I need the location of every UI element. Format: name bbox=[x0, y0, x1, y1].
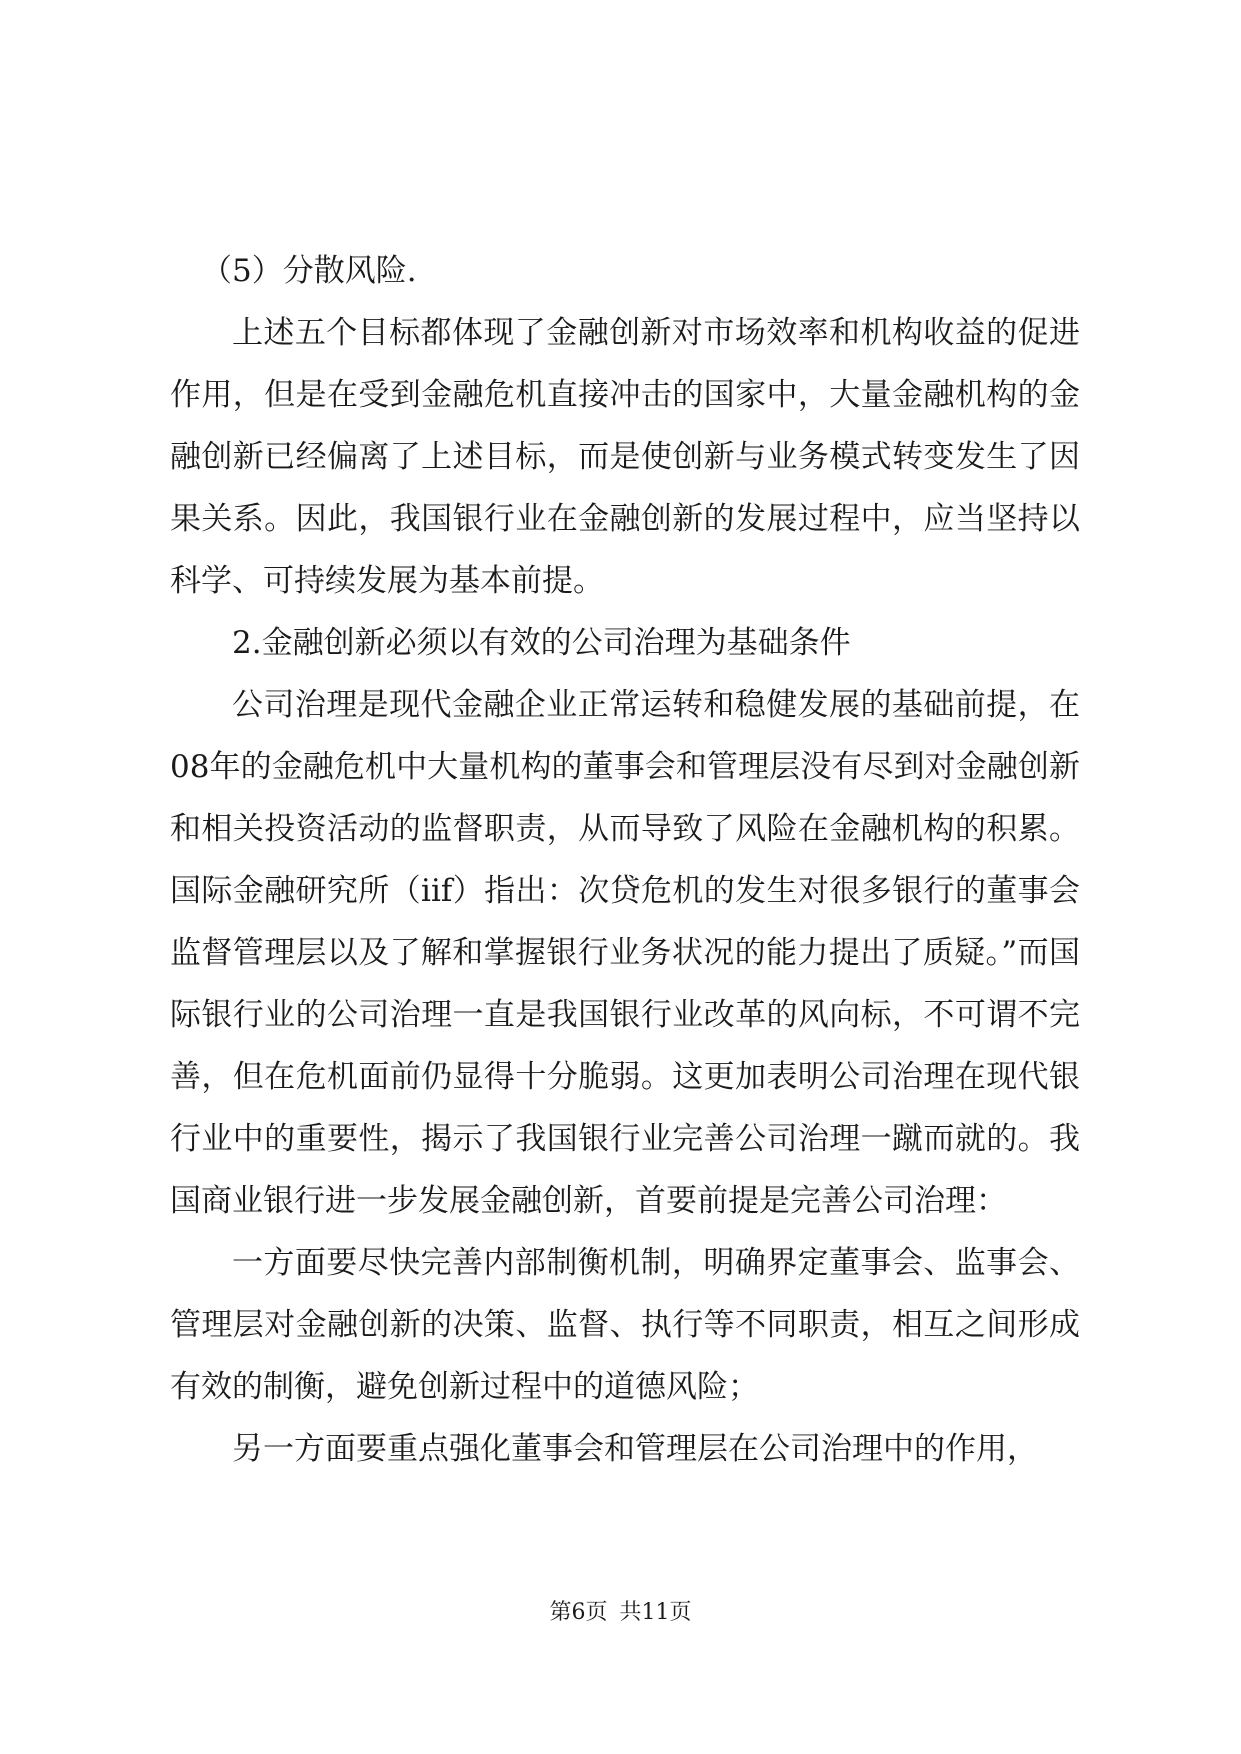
page-total: 共11页 bbox=[619, 1600, 692, 1625]
paragraph: 另一方面要重点强化董事会和管理层在公司治理中的作用， bbox=[232, 1431, 1038, 1467]
section-heading: 2.金融创新必须以有效的公司治理为基础条件 bbox=[232, 625, 851, 661]
paragraph: 公司治理是现代金融企业正常运转和稳健发展的基础前提，在08年的金融危机中大量机构的董事会和管理层没有尽到对金融创新和相关投资活动的监督职责，从而导致了风险在金融机构的积累。国际金融研究所（iif）指出：次贷危机的发生对很多银行的董事会监督管理层以及了解和掌握银行业务状况的能力提出了质疑。”而国际银行业的公司治理一直是我国银行业改革的风向标，不可谓不完善，但在危机面前仍显得十分脆弱。这更加表明公司治理在现代银行业中的重要性，揭示了我国银行业完善公司治理一蹴而就的。我国商业银行进一步发展金融创新，首要前提是完善公司治理： bbox=[170, 687, 1080, 1219]
document-body bbox=[170, 240, 1080, 1480]
page-footer bbox=[0, 1598, 1241, 1628]
list-item-diversify-risk: （5）分散风险. bbox=[201, 253, 417, 289]
paragraph: 一方面要尽快完善内部制衡机制，明确界定董事会、监事会、管理层对金融创新的决策、监督、执行等不同职责，相互之间形成有效的制衡，避免创新过程中的道德风险； bbox=[170, 1245, 1080, 1405]
paragraph: 上述五个目标都体现了金融创新对市场效率和机构收益的促进作用，但是在受到金融危机直接冲击的国家中，大量金融机构的金融创新已经偏离了上述目标，而是使创新与业务模式转变发生了因果关系。因此，我国银行业在金融创新的发展过程中，应当坚持以科学、可持续发展为基本前提。 bbox=[170, 315, 1080, 599]
page-number: 第6页 bbox=[549, 1600, 608, 1625]
